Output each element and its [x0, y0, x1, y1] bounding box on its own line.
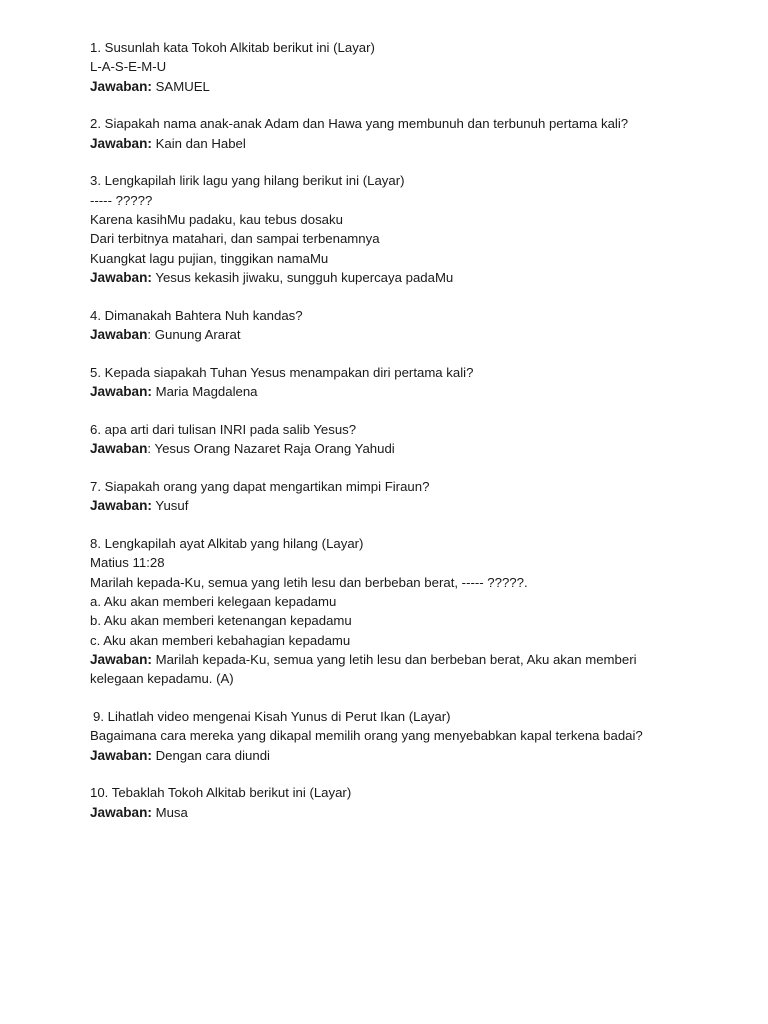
answer-label: Jawaban: [90, 269, 152, 285]
question-text: 4. Dimanakah Bahtera Nuh kandas? [90, 307, 303, 323]
question-clue: L-A-S-E-M-U [90, 59, 167, 75]
answer-text: Maria Magdalena [151, 384, 258, 400]
answer-line [90, 268, 690, 287]
verse-text: Marilah kepada-Ku, semua yang letih lesu dan berbeban berat, ----- ?????. [90, 574, 528, 590]
answer-text: Yusuf [151, 498, 189, 514]
question-text: 3. Lengkapilah lirik lagu yang hilang berikut ini (Layar) [90, 173, 405, 189]
question-block-10 [90, 783, 690, 822]
answer-text: SAMUEL [151, 78, 210, 94]
lyric-line: Karena kasihMu padaku, kau tebus dosaku [90, 212, 343, 228]
answer-label: Jawaban: [90, 804, 152, 820]
question-text: 1. Susunlah kata Tokoh Alkitab berikut ini (Layar) [90, 40, 375, 55]
question-text: 8. Lengkapilah ayat Alkitab yang hilang (Layar) [90, 536, 364, 552]
answer-text: Yesus kekasih jiwaku, sungguh kupercaya padaMu [151, 269, 454, 285]
answer-line [90, 77, 690, 96]
question-block-5 [90, 363, 690, 402]
answer-label: Jawaban: [90, 498, 152, 514]
answer-label: Jawaban [90, 327, 148, 343]
question-text: 2. Siapakah nama anak-anak Adam dan Hawa yang membunuh dan terbunuh pertama kali? [90, 116, 629, 132]
question-text: 6. apa arti dari tulisan INRI pada salib Yesus? [90, 421, 357, 437]
answer-text: Kain dan Habel [151, 135, 246, 151]
question-block-1 [90, 38, 690, 96]
lyric-line: Kuangkat lagu pujian, tinggikan namaMu [90, 250, 329, 266]
question-text: 10. Tebaklah Tokoh Alkitab berikut ini (Layar) [90, 785, 352, 801]
question-block-8 [90, 534, 690, 688]
question-block-3 [90, 171, 690, 287]
answer-label: Jawaban: [90, 78, 152, 94]
verse-reference: Matius 11:28 [90, 555, 165, 571]
question-block-9 [90, 707, 690, 765]
answer-line [90, 382, 690, 401]
answer-label: Jawaban: [90, 135, 152, 151]
answer-label: Jawaban: [90, 651, 152, 667]
question-text: 5. Kepada siapakah Tuhan Yesus menampakan diri pertama kali? [90, 364, 474, 380]
question-block-7 [90, 477, 690, 516]
answer-line [90, 325, 690, 344]
lyric-line: Dari terbitnya matahari, dan sampai terbenamnya [90, 231, 380, 247]
option-b: b. Aku akan memberi ketenangan kepadamu [90, 613, 352, 629]
answer-line [90, 803, 690, 822]
answer-text: : Yesus Orang Nazaret Raja Orang Yahudi [147, 441, 395, 457]
option-a: a. Aku akan memberi kelegaan kepadamu [90, 594, 337, 610]
answer-line [90, 746, 690, 765]
question-block-4 [90, 306, 690, 345]
question-subtext: Bagaimana cara mereka yang dikapal memilih orang yang menyebabkan kapal terkena badai? [90, 728, 643, 744]
document-body [90, 38, 690, 841]
option-c: c. Aku akan memberi kebahagian kepadamu [90, 632, 351, 648]
question-block-6 [90, 420, 690, 459]
answer-line [90, 496, 690, 515]
question-text: 7. Siapakah orang yang dapat mengartikan mimpi Firaun? [90, 479, 430, 495]
answer-line [90, 134, 690, 153]
question-block-2 [90, 114, 690, 153]
answer-line [90, 439, 690, 458]
question-text: 9. Lihatlah video mengenai Kisah Yunus di Perut Ikan (Layar) [93, 709, 451, 725]
answer-text: Musa [151, 804, 188, 820]
answer-text: Dengan cara diundi [151, 747, 270, 763]
answer-label: Jawaban [90, 441, 148, 457]
answer-text: Marilah kepada-Ku, semua yang letih lesu dan berbeban berat, Aku akan memberi kelegaan kepadamu. (A) [90, 651, 637, 687]
answer-line [90, 650, 665, 689]
answer-text: : Gunung Ararat [147, 327, 241, 343]
answer-label: Jawaban: [90, 747, 152, 763]
answer-label: Jawaban: [90, 384, 152, 400]
lyric-blank-line: ----- ????? [90, 192, 153, 208]
